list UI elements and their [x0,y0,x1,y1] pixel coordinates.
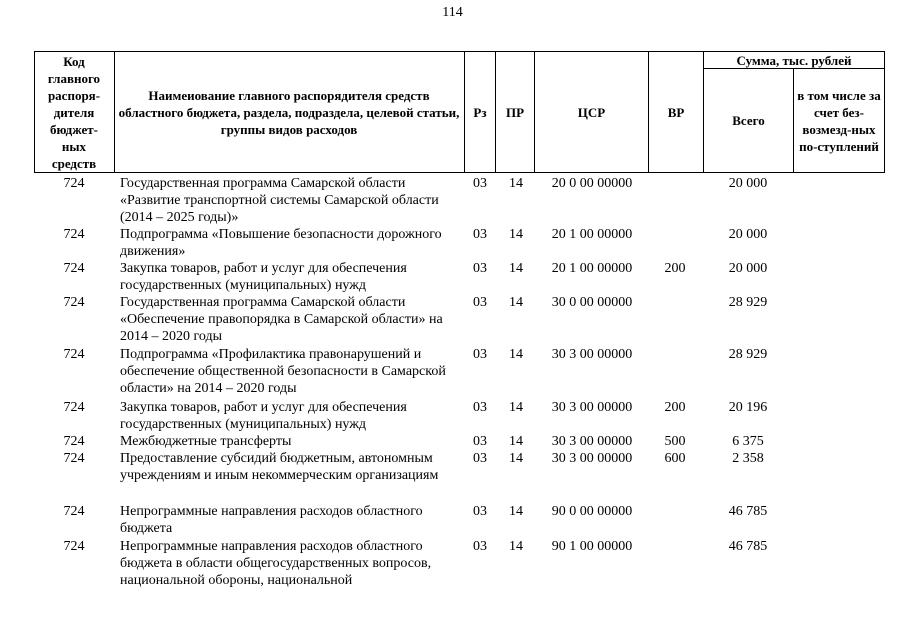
header-name: Наимеиование главного распорядителя средств областного бюджета, раздела, подраздела, целевой статьи, группы видов расходов [118,87,460,137]
csr-cell: 20 1 00 00000 [551,261,633,276]
vsego-cell: 28 929 [728,347,768,362]
vsego-cell: 6 375 [732,434,764,449]
rz-cell: 03 [473,295,487,310]
kod-cell: 724 [63,451,85,466]
rz-cell: 03 [473,347,487,362]
csr-cell: 20 1 00 00000 [551,227,633,242]
csr-cell: 90 1 00 00000 [551,539,633,554]
vsego-cell: 20 196 [728,400,768,415]
csr-cell: 90 0 00 00000 [551,504,633,519]
name-cell: Непрограммные направления расходов областного бюджета [120,504,423,536]
pr-cell: 14 [509,539,523,554]
kod-cell: 724 [63,227,85,242]
header-bezv: в том числе за счет без-возмезд-ных по-ступлений [797,87,881,154]
name-cell: Государственная программа Самарской области «Обеспечение правопорядка в Самарской области» на 2014 – 2020 годы [120,295,443,344]
header-rz: Рз [473,104,487,120]
header-vr: ВР [667,104,685,120]
name-cell: Закупка товаров, работ и услуг для обеспечения государственных (муниципальных) нужд [120,261,407,293]
rz-cell: 03 [473,400,487,415]
vsego-cell: 2 358 [732,451,764,466]
pr-cell: 14 [509,400,523,415]
pr-cell: 14 [509,227,523,242]
rz-cell: 03 [473,261,487,276]
kod-cell: 724 [63,176,85,191]
vr-cell: 200 [664,261,686,276]
vsego-cell: 20 000 [728,176,768,191]
name-cell: Подпрограмма «Профилактика правонарушений и обеспечение общественной безопасности в Самарской области» на 2014 – 2020 годы [120,347,446,396]
col-border-8 [884,51,885,173]
header-vsego: Всего [732,113,765,128]
csr-cell: 30 3 00 00000 [551,400,633,415]
vsego-cell: 46 785 [728,504,768,519]
header-bottom-border [34,172,884,173]
rz-cell: 03 [473,504,487,519]
pr-cell: 14 [509,434,523,449]
pr-cell: 14 [509,261,523,276]
vsego-cell: 20 000 [728,261,768,276]
kod-cell: 724 [63,295,85,310]
vr-cell: 200 [664,400,686,415]
pr-cell: 14 [509,347,523,362]
csr-cell: 30 0 00 00000 [551,295,633,310]
page-number: 114 [442,5,463,20]
rz-cell: 03 [473,227,487,242]
kod-cell: 724 [63,434,85,449]
kod-cell: 724 [63,347,85,362]
header-pr: ПР [505,104,525,120]
col-border-0 [34,51,35,173]
vr-cell: 600 [664,451,686,466]
kod-cell: 724 [63,400,85,415]
vr-cell: 500 [664,434,686,449]
rz-cell: 03 [473,451,487,466]
csr-cell: 30 3 00 00000 [551,451,633,466]
rz-cell: 03 [473,539,487,554]
name-cell: Государственная программа Самарской области «Развитие транспортной системы Самарской области (2014 – 2025 годы)» [120,176,439,225]
name-cell: Непрограммные направления расходов областного бюджета в области общегосударственных вопросов, национальной обороны, национальной [120,539,432,588]
name-cell: Предоставление субсидий бюджетным, автономным учреждениям и иным некоммерческим организациям [120,451,439,483]
vsego-cell: 20 000 [728,227,768,242]
vsego-cell: 28 929 [728,295,768,310]
col-border-7 [793,68,794,173]
name-cell: Межбюджетные трансферты [120,434,292,449]
pr-cell: 14 [509,451,523,466]
pr-cell: 14 [509,176,523,191]
csr-cell: 30 3 00 00000 [551,347,633,362]
kod-cell: 724 [63,261,85,276]
rz-cell: 03 [473,434,487,449]
header-kod: Код главного распоря-дителя бюджет-ных средств [47,53,101,171]
name-cell: Подпрограмма «Повышение безопасности дорожного движения» [120,227,442,259]
header-csr: ЦСР [577,104,606,120]
csr-cell: 20 0 00 00000 [551,176,633,191]
pr-cell: 14 [509,504,523,519]
name-cell: Закупка товаров, работ и услуг для обеспечения государственных (муниципальных) нужд [120,400,407,432]
vsego-cell: 46 785 [728,539,768,554]
col-border-1 [114,51,115,173]
header-summa: Сумма, тыс. рублей [736,52,852,68]
csr-cell: 30 3 00 00000 [551,434,633,449]
pr-cell: 14 [509,295,523,310]
rz-cell: 03 [473,176,487,191]
kod-cell: 724 [63,539,85,554]
kod-cell: 724 [63,504,85,519]
